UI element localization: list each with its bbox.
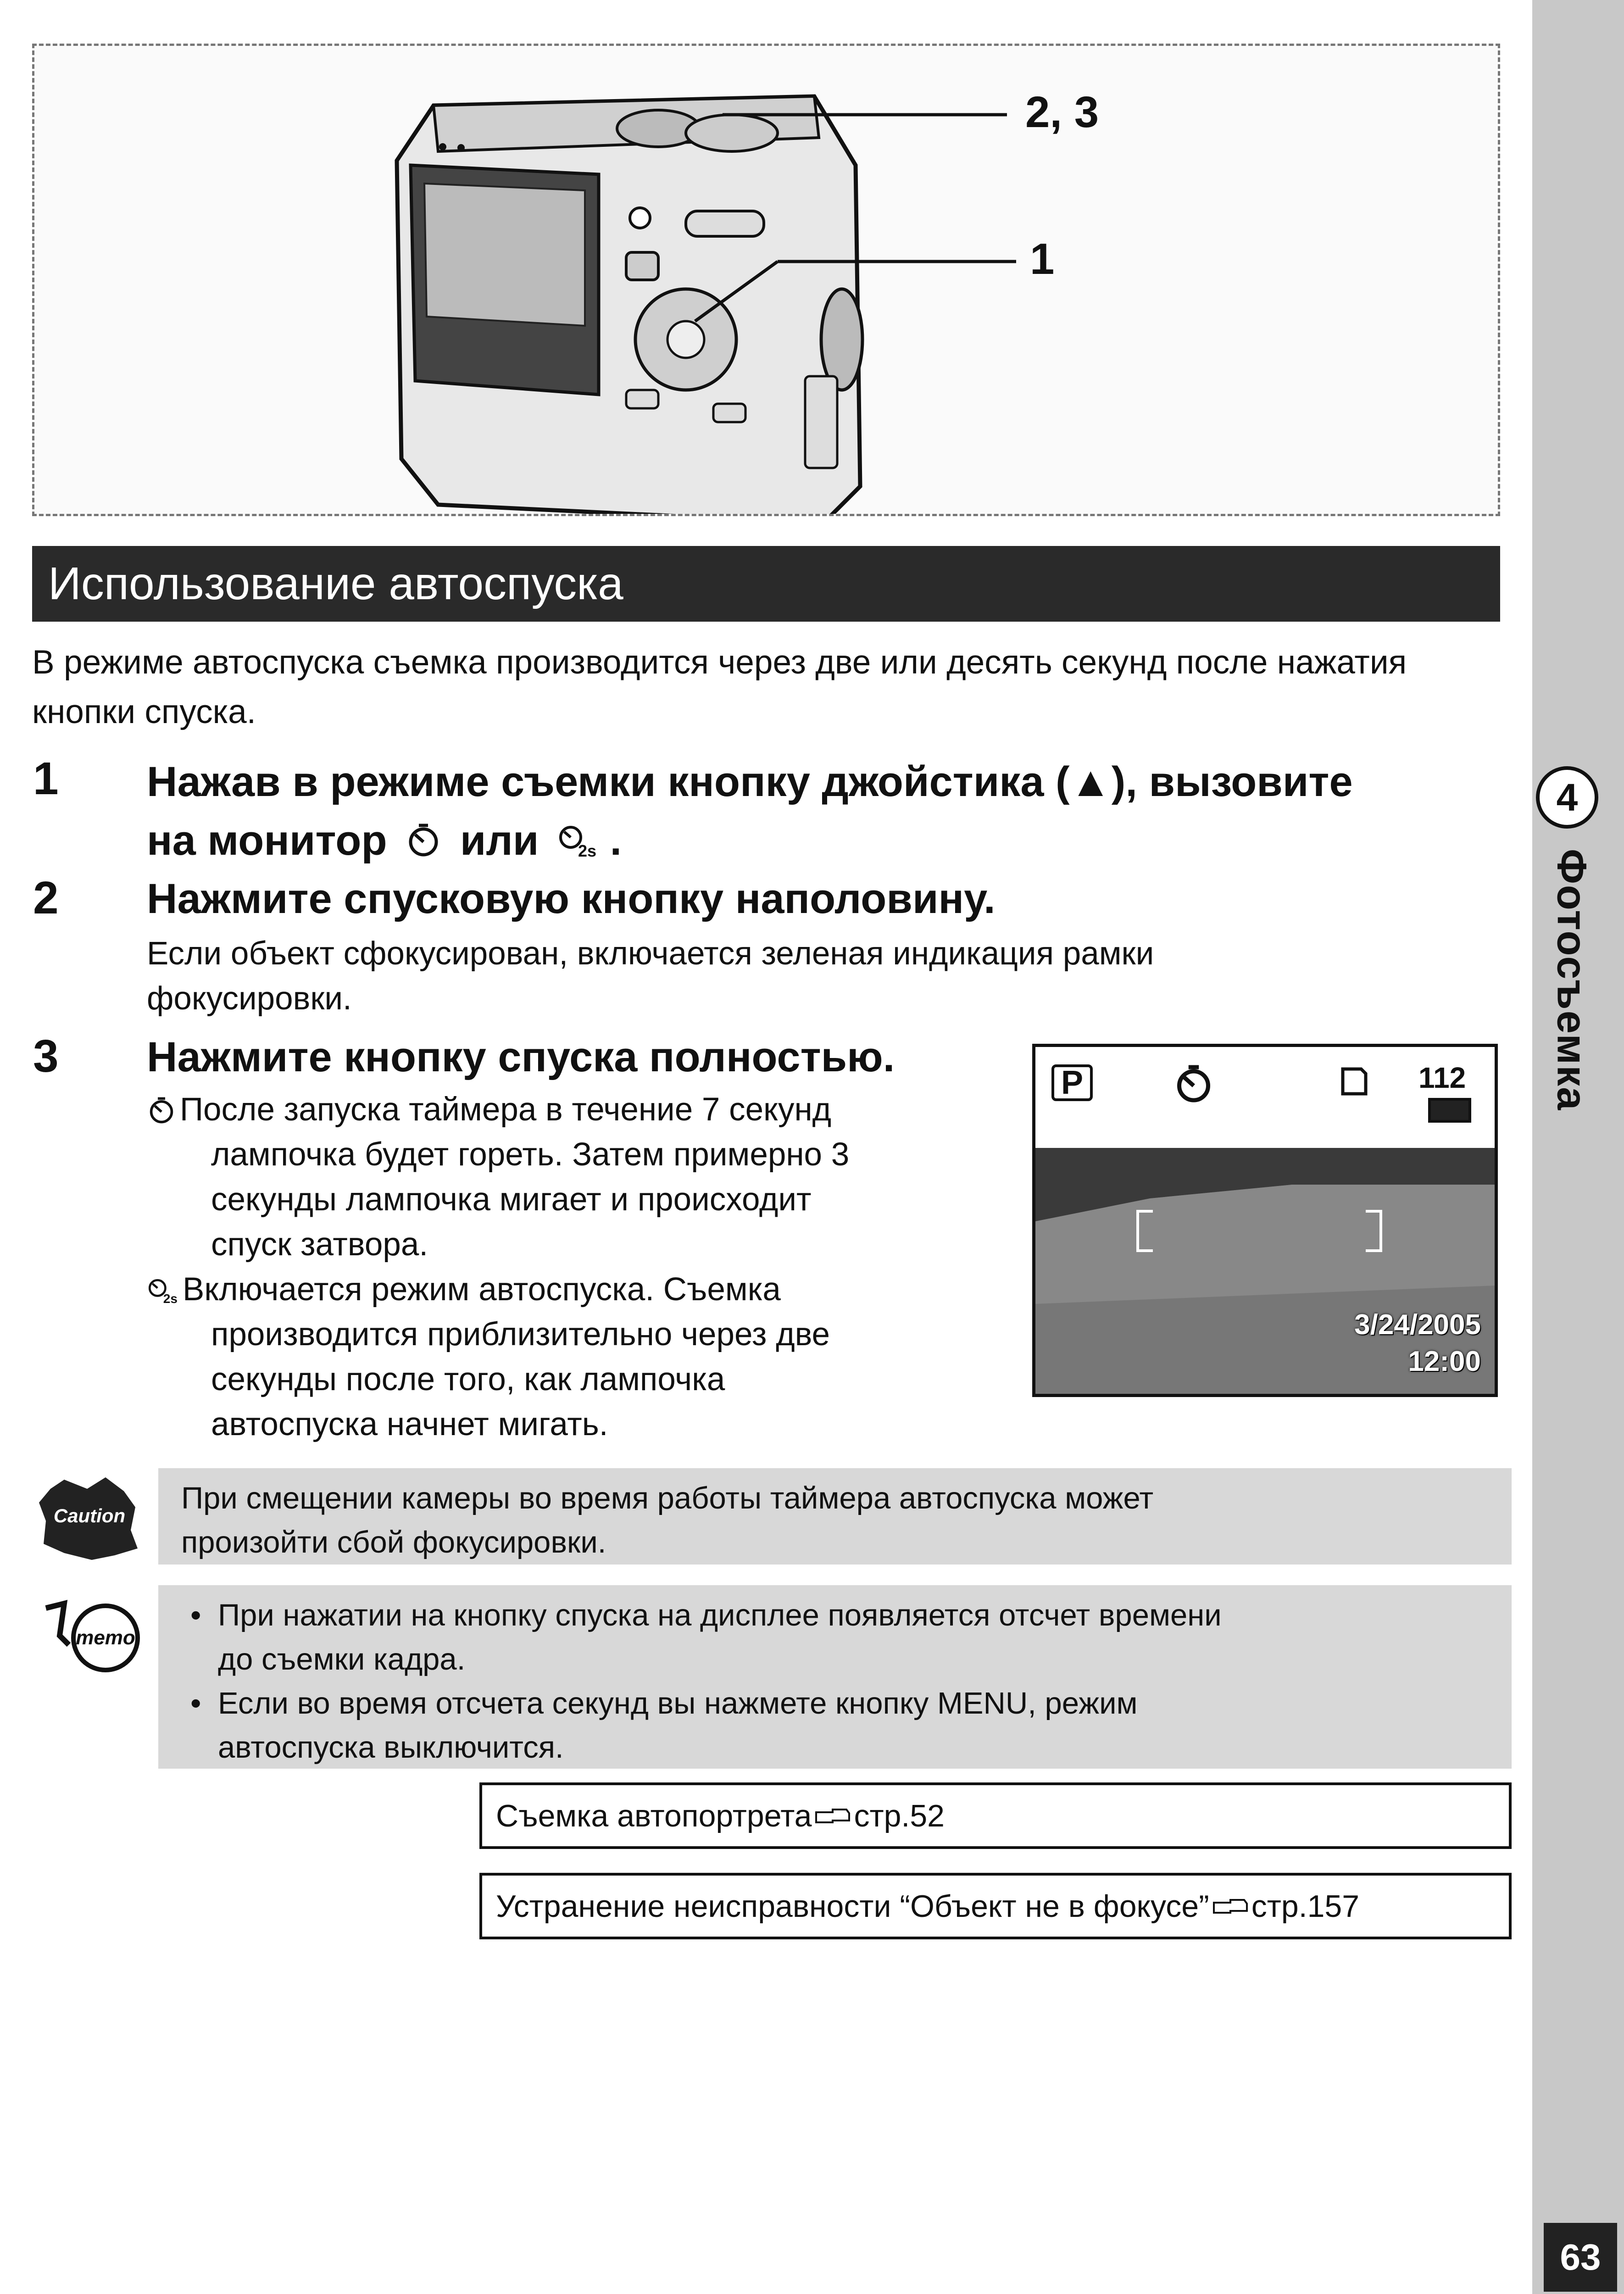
step-2-body: Если объект сфокусирован, включается зеленая индикация рамки фокусировки. <box>147 935 1154 1017</box>
step-2-title: Нажмите спусковую кнопку наполовину. <box>147 875 996 922</box>
lcd-date: 3/24/2005 <box>1354 1309 1481 1341</box>
step-2-number: 2 <box>33 872 59 924</box>
memo-icon <box>37 1594 142 1682</box>
lcd-mode-badge: P <box>1051 1064 1093 1101</box>
camera-figure <box>32 44 1500 516</box>
caution-icon <box>37 1475 142 1562</box>
lcd-self-timer-icon <box>1173 1063 1214 1104</box>
svg-text:2s: 2s <box>163 1292 178 1305</box>
lcd-time: 12:00 <box>1408 1346 1481 1377</box>
step-1-title-line2: на монитор или 2s . <box>147 817 622 864</box>
memo-note <box>158 1585 1512 1769</box>
reference-troubleshooting[interactable]: Устранение неисправности “Объект не в фокусе” стр.157 <box>479 1873 1512 1939</box>
pointing-hand-icon <box>814 1807 851 1825</box>
focus-frame-right <box>1366 1210 1382 1252</box>
chapter-title-container <box>1532 849 1610 1170</box>
chapter-tab <box>1532 0 1624 2294</box>
bullet-self-timer-2s: 2s Включается режим автоспуска. Съемка производится приблизительно через две секунды после того, как лампочка автоспуска начнет мигать. <box>147 1267 1018 1447</box>
callout-joystick-label: 1 <box>1030 234 1055 284</box>
focus-frame-left <box>1136 1210 1153 1252</box>
callout-top-label: 2, 3 <box>1025 88 1099 137</box>
intro-text: В режиме автоспуска съемка производится через две или десять секунд после нажатия кнопки спуска. <box>32 644 1407 730</box>
self-timer-icon <box>405 822 442 858</box>
step-1-title-line1: Нажав в режиме съемки кнопку джойстика (▲), вызовите <box>147 758 1353 805</box>
page-number: 63 <box>1544 2223 1617 2292</box>
step-1-number: 1 <box>33 753 59 804</box>
chapter-number: 4 <box>1536 766 1598 829</box>
step-1-title <box>147 752 1514 870</box>
lcd-scene <box>1035 1047 1495 1394</box>
section-header <box>32 546 1500 622</box>
bullet-self-timer: После запуска таймера в течение 7 секунд лампочка будет гореть. Затем примерно 3 секунды лампочка мигает и происходит спуск затвора. <box>147 1087 1018 1267</box>
lcd-shots-remaining: 112 <box>1418 1061 1466 1094</box>
caution-icon-label: Caution <box>53 1505 126 1526</box>
self-timer-2s-icon <box>557 822 598 858</box>
memo-item: • При нажатии на кнопку спуска на дисплее появляется отсчет времени до съемки кадра. <box>190 1598 1222 1676</box>
battery-icon <box>1428 1097 1474 1124</box>
section-title: Использование автоспуска <box>48 558 623 609</box>
lcd-preview <box>1032 1044 1498 1397</box>
step-3-number: 3 <box>33 1030 59 1082</box>
step-3-title: Нажмите кнопку спуска полностью. <box>147 1034 895 1080</box>
memo-item: • Если во время отсчета секунд вы нажмете кнопку MENU, режим автоспуска выключится. <box>190 1686 1138 1765</box>
memory-card-icon <box>1338 1065 1370 1097</box>
self-timer-icon <box>147 1096 176 1125</box>
svg-text:2s: 2s <box>578 841 596 858</box>
caution-note: При смещении камеры во время работы таймера автоспуска может произойти сбой фокусировки. <box>158 1468 1512 1565</box>
pointing-hand-icon <box>1212 1897 1249 1915</box>
reference-self-portrait[interactable]: Съемка автопортрета стр.52 <box>479 1782 1512 1849</box>
memo-icon-label: memo <box>76 1626 135 1649</box>
chapter-title: Фотосъемка <box>1548 849 1595 1111</box>
camera-illustration <box>34 46 1498 514</box>
step-3-bullets <box>147 1087 1018 1447</box>
self-timer-2s-icon <box>147 1275 179 1305</box>
